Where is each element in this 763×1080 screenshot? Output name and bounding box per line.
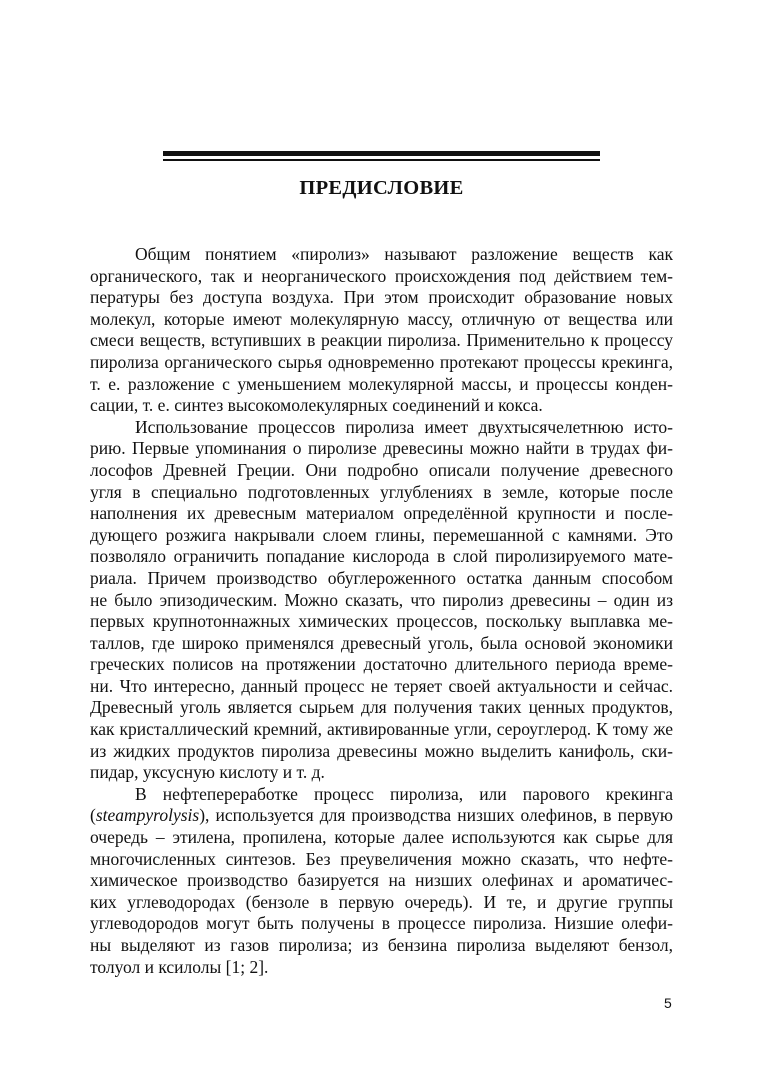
text-line: органического, так и неорганического происхождения под действием тем- — [90, 265, 673, 286]
text-line: Древесный уголь является сырьем для получения таких ценных продуктов, — [90, 697, 673, 718]
paragraphs — [90, 244, 673, 978]
text-line: пидар, уксусную кислоту и т. д. — [90, 762, 325, 783]
text-line: т. е. разложение с уменьшением молекулярной массы, и процессы конден- — [90, 373, 673, 394]
text-line: многочисленных синтезов. Без преувеличения можно сказать, что нефте- — [90, 848, 673, 869]
text-line: угля в специально подготовленных углублениях в земле, которые после — [90, 481, 673, 502]
text-line: ни. Что интересно, данный процесс не теряет своей актуальности и сейчас. — [90, 675, 673, 696]
text-line: риала. Причем производство обуглероженного остатка данным способом — [90, 567, 673, 588]
text-line: В нефтепереработке процесс пиролиза, или парового крекинга — [135, 783, 673, 804]
text-line: пиролиза органического сырья одновременно протекают процессы крекинга, — [90, 351, 673, 372]
text-line: сации, т. е. синтез высокомолекулярных соединений и кокса. — [90, 395, 543, 416]
text-line: таллов, где широко применялся древесный уголь, была основой экономики — [90, 632, 673, 653]
header-rule-thick — [163, 151, 600, 156]
text-line: углеводородов могут быть получены в процессе пиролиза. Низшие олефи- — [90, 913, 673, 934]
text-line: (steampyrolysis), используется для производства низших олефинов, в первую — [90, 805, 673, 826]
text-line: Использование процессов пиролиза имеет двухтысячелетнюю исто- — [135, 416, 673, 437]
text-line: позволяло ограничить попадание кислорода в слой пиролизируемого мате- — [90, 546, 673, 567]
text-line: лософов Древней Греции. Они подробно описали получение древесного — [90, 459, 673, 480]
page-number: 5 — [664, 995, 672, 1011]
paragraph-3 — [90, 784, 673, 978]
text-line: пературы без доступа воздуха. При этом происходит образование новых — [90, 287, 673, 308]
text-line: толуол и ксилолы [1; 2]. — [90, 956, 269, 977]
text-line: молекул, которые имеют молекулярную массу, отличную от вещества или — [90, 308, 673, 329]
text-line: химическое производство базируется на низших олефинах и ароматичес- — [90, 870, 673, 891]
text-line: смеси веществ, вступивших в реакции пиролиза. Применительно к процессу — [90, 330, 673, 351]
text-line: не было эпизодическим. Можно сказать, что пиролиз древесины – один из — [90, 589, 673, 610]
body-text — [90, 244, 673, 978]
text-line: ких углеводородах (бензоле в первую очередь). И те, и другие группы — [90, 891, 673, 912]
text-line: рию. Первые упоминания о пиролизе древесины можно найти в трудах фи- — [90, 438, 673, 459]
text-line: греческих полисов на протяжении достаточно длительного периода време- — [90, 654, 673, 675]
text-line: ны выделяют из газов пиролиза; из бензина пиролиза выделяют бензол, — [90, 935, 673, 955]
latin-term: steampyrolysis — [95, 805, 200, 826]
text-line: как кристаллический кремний, активированные угли, сероуглерод. К тому же — [90, 719, 673, 740]
text-line: первых крупнотоннажных химических процессов, поскольку выплавка ме- — [90, 611, 673, 632]
text-line: наполнения их древесным материалом определённой крупности и после- — [90, 503, 673, 524]
header-rule-thin — [163, 159, 600, 161]
page-title: ПРЕДИСЛОВИЕ — [299, 177, 464, 199]
text-line: Общим понятием «пиролиз» называют разложение веществ как — [135, 244, 673, 264]
text-line: дующего розжига накрывали слоем глины, перемешанной с камнями. Это — [90, 524, 673, 545]
text-line: из жидких продуктов пиролиза древесины можно выделить канифоль, ски- — [90, 740, 673, 761]
paragraph-2 — [90, 417, 673, 784]
paragraph-1 — [90, 244, 673, 417]
text-line: очередь – этилена, пропилена, которые далее используются как сырье для — [90, 827, 673, 848]
